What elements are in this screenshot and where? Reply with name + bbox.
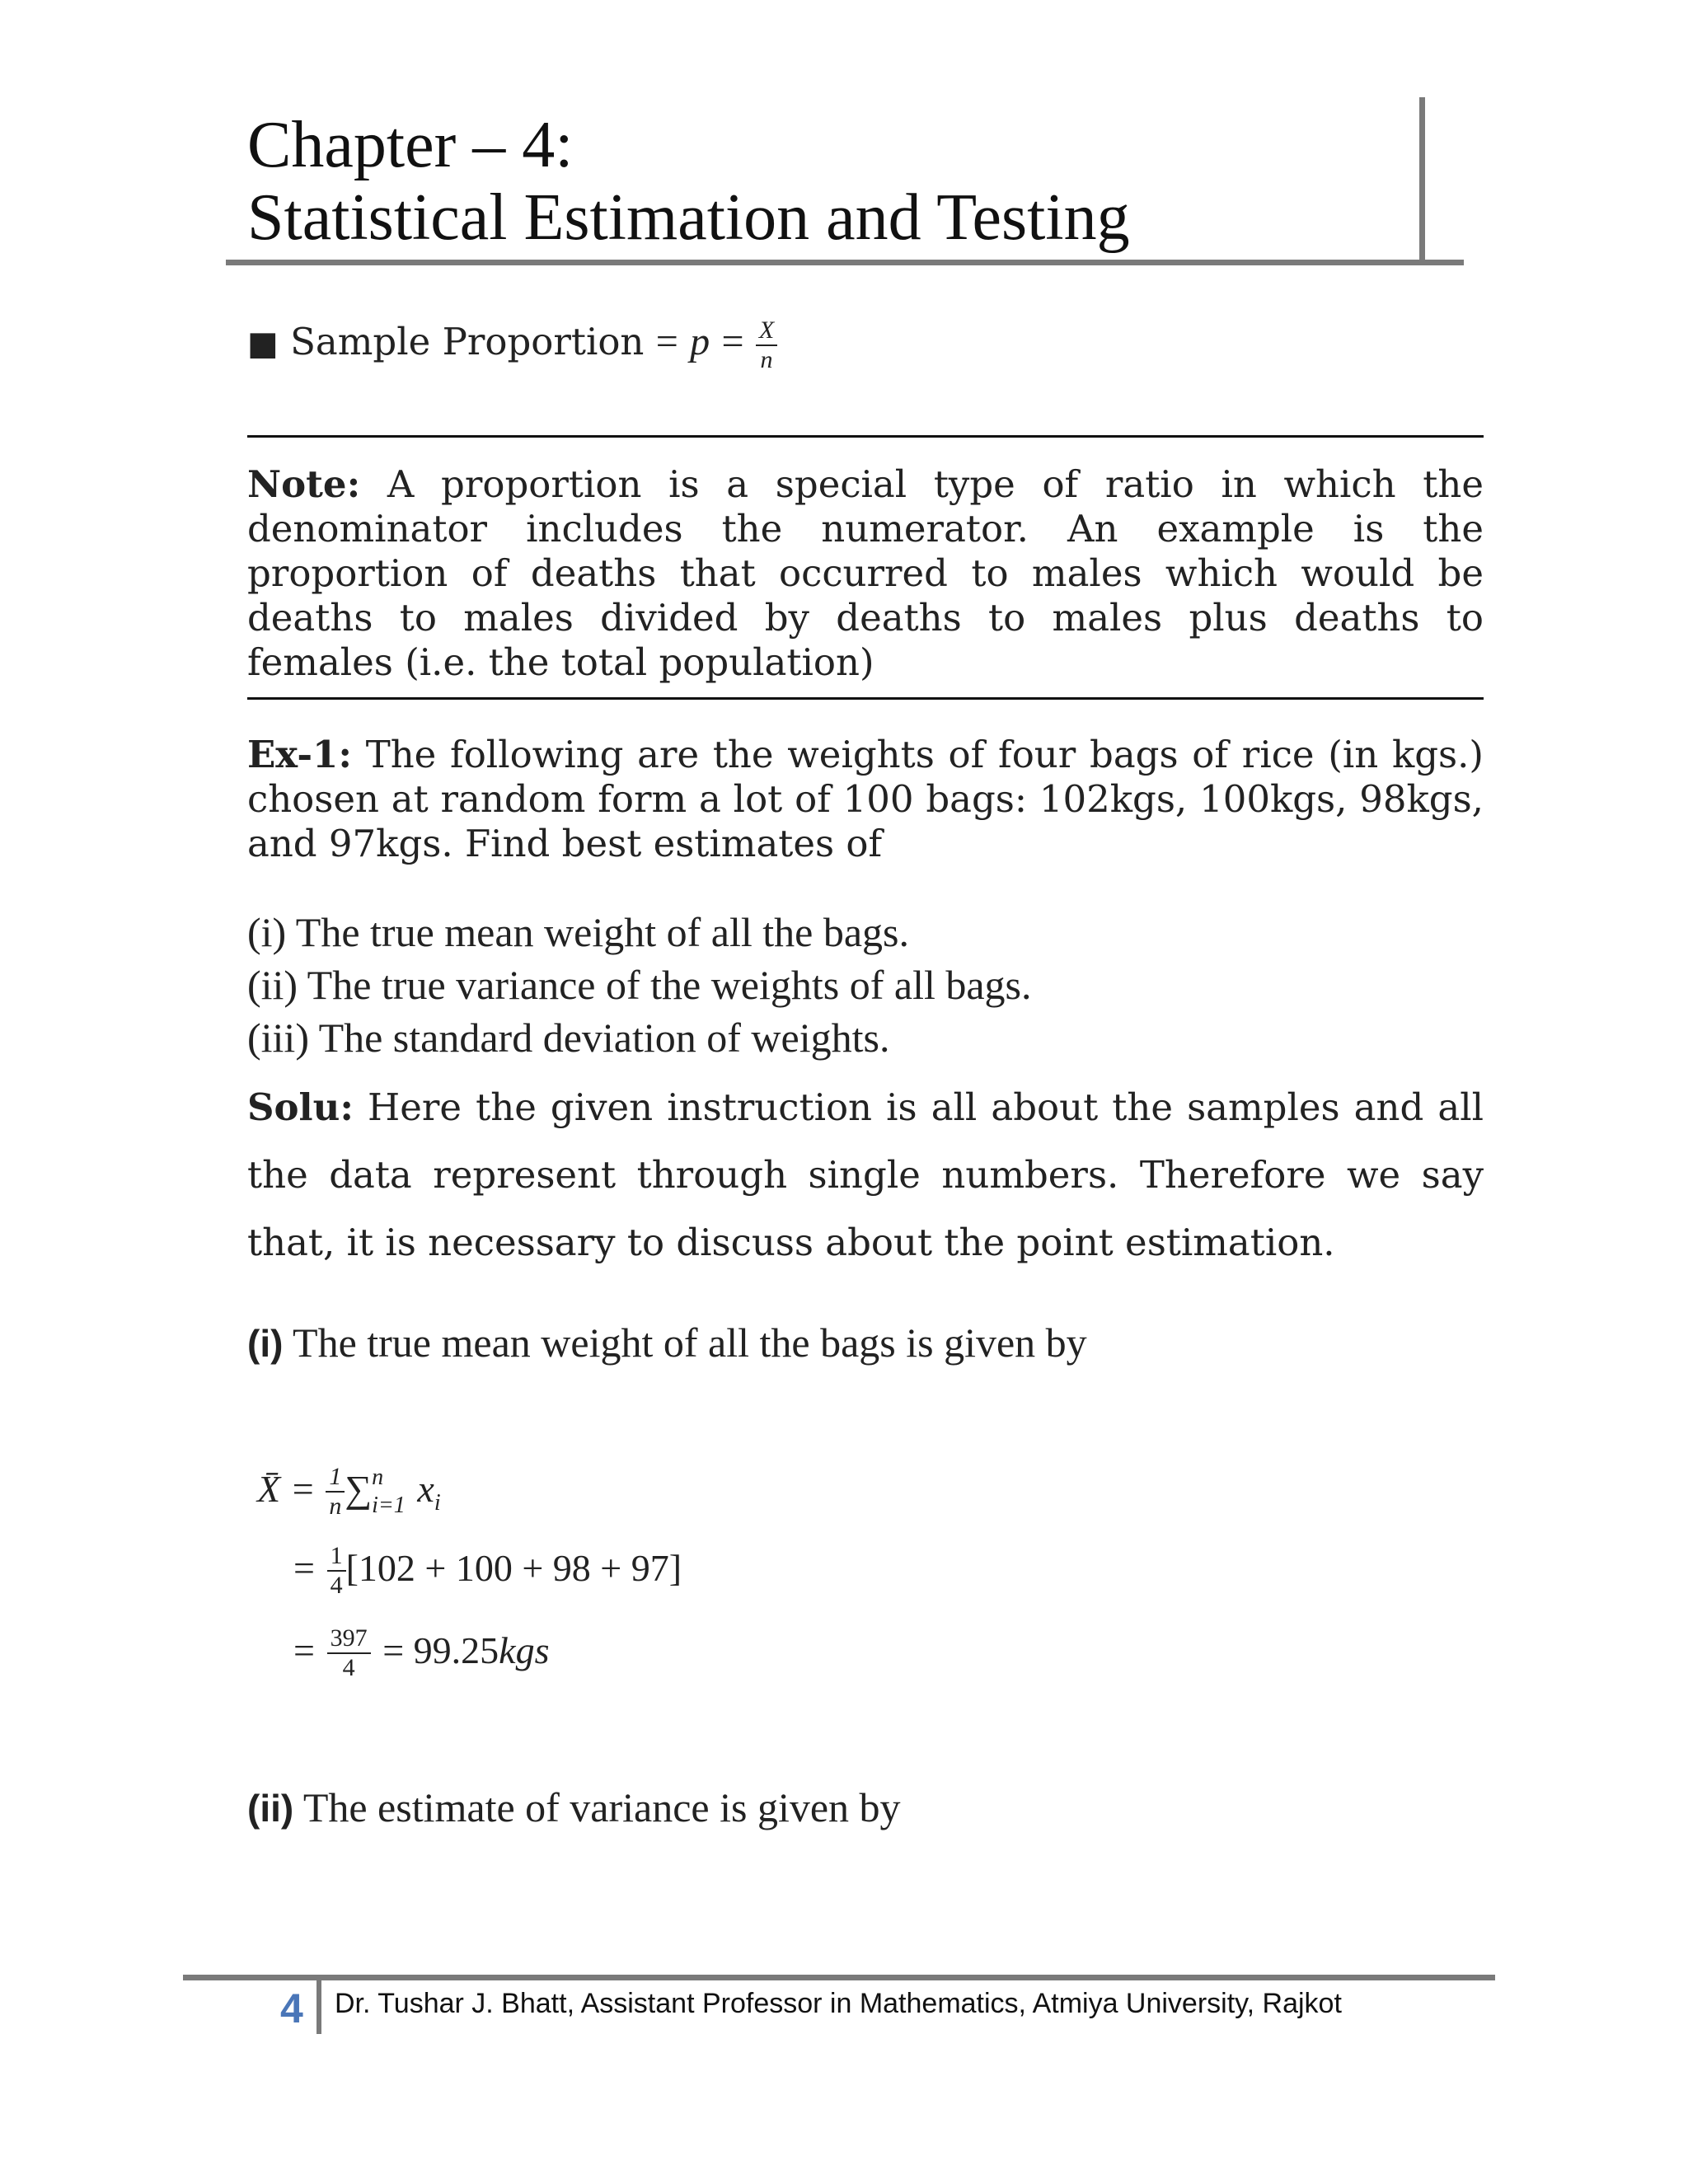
note-line-1 [247,462,1484,508]
eq2-equals: = [293,1547,315,1589]
example-line-2: chosen at random form a lot of 100 bags: 102kgs, 100kgs, 98kgs, [247,777,1484,821]
formula-num: X [756,318,777,346]
example-text-1: The following are the weights of four bags of rice (in kgs.) [365,733,1484,776]
note-line-2: denominator includes the numerator. An example is the [247,507,1484,551]
eq2-num: 1 [327,1544,346,1572]
eq3-fraction [327,1626,371,1680]
formula-eq: = [655,320,678,363]
eq1-num: 1 [326,1465,345,1493]
sum-upper: n [372,1465,384,1490]
formula-var: p [690,320,710,363]
eq3-result: = 99.25 [382,1629,499,1671]
note-line-3: proportion of deaths that occurred to males which would be [247,551,1484,595]
footer-vertical-rule [316,1975,321,2034]
mean-equation-1 [257,1455,441,1521]
header-horizontal-rule [226,260,1464,265]
list-item: (i) The true mean weight of all the bags. [247,909,909,955]
chapter-title: Statistical Estimation and Testing [247,181,1130,254]
eq3-unit: kgs [499,1629,550,1671]
eq3-num: 397 [327,1626,371,1654]
example-line-1 [247,732,1484,778]
eq3-equals: = [293,1629,315,1671]
footer-horizontal-rule [183,1975,1495,1980]
formula-label: Sample Proportion [290,320,645,363]
page-number: 4 [280,1985,303,2032]
sum-lower: i=1 [372,1493,406,1518]
sum-icon: ∑ [345,1468,373,1510]
chapter-label: Chapter – 4: [247,109,574,181]
part-ii-text: The estimate of variance is given by [302,1784,901,1830]
solution-text-1: Here the given instruction is all about the samples and all [368,1085,1484,1129]
sample-proportion-formula [247,305,777,379]
footer-author: Dr. Tushar J. Bhatt, Assistant Professor in Mathematics, Atmiya University, Rajkot [335,1988,1342,2019]
note-line-4: deaths to males divided by deaths to males plus deaths to [247,596,1484,640]
sum-limits [372,1466,406,1517]
solution-line-2: the data represent through single numbers. Therefore we say [247,1153,1484,1197]
list-item: (ii) The true variance of the weights of all bags. [247,962,1032,1008]
note-bottom-rule [247,697,1484,700]
example-line-3: and 97kgs. Find best estimates of [247,822,883,865]
list-item: (iii) The standard deviation of weights. [247,1015,890,1061]
note-text-1: A proportion is a special type of ratio in which the [387,462,1484,506]
eq1-den: n [329,1493,342,1520]
part-i-label: (i) [247,1322,284,1365]
formula-eq2: = [721,320,744,363]
eq2-fraction [327,1544,346,1598]
part-i-text: The true mean weight of all the bags is given by [293,1319,1087,1366]
mean-equation-3 [293,1617,549,1683]
xbar-symbol: X̄ [257,1468,281,1510]
header-vertical-rule [1419,97,1425,265]
note-top-rule [247,435,1484,438]
part-i-heading [247,1319,1087,1366]
eq1-term: x [417,1468,434,1510]
solution-line-1 [247,1085,1484,1131]
bullet-icon: ■ [247,325,279,363]
solution-label: Solu: [247,1085,354,1129]
note-label: Note: [247,462,361,506]
part-ii-label: (ii) [247,1787,294,1830]
eq1-fraction [326,1465,345,1519]
eq1-equals: = [292,1468,314,1510]
eq2-expr: [102 + 100 + 98 + 97] [345,1547,682,1589]
eq1-term-sub: i [434,1490,441,1516]
part-ii-heading [247,1783,901,1831]
formula-fraction [756,318,777,373]
formula-den: n [760,345,773,373]
eq3-den: 4 [342,1654,355,1681]
eq2-den: 4 [330,1572,343,1599]
solution-line-3: that, it is necessary to discuss about the point estimation. [247,1221,1335,1264]
example-label: Ex-1: [247,733,352,776]
note-line-5: females (i.e. the total population) [247,640,874,684]
mean-equation-2 [293,1535,682,1601]
